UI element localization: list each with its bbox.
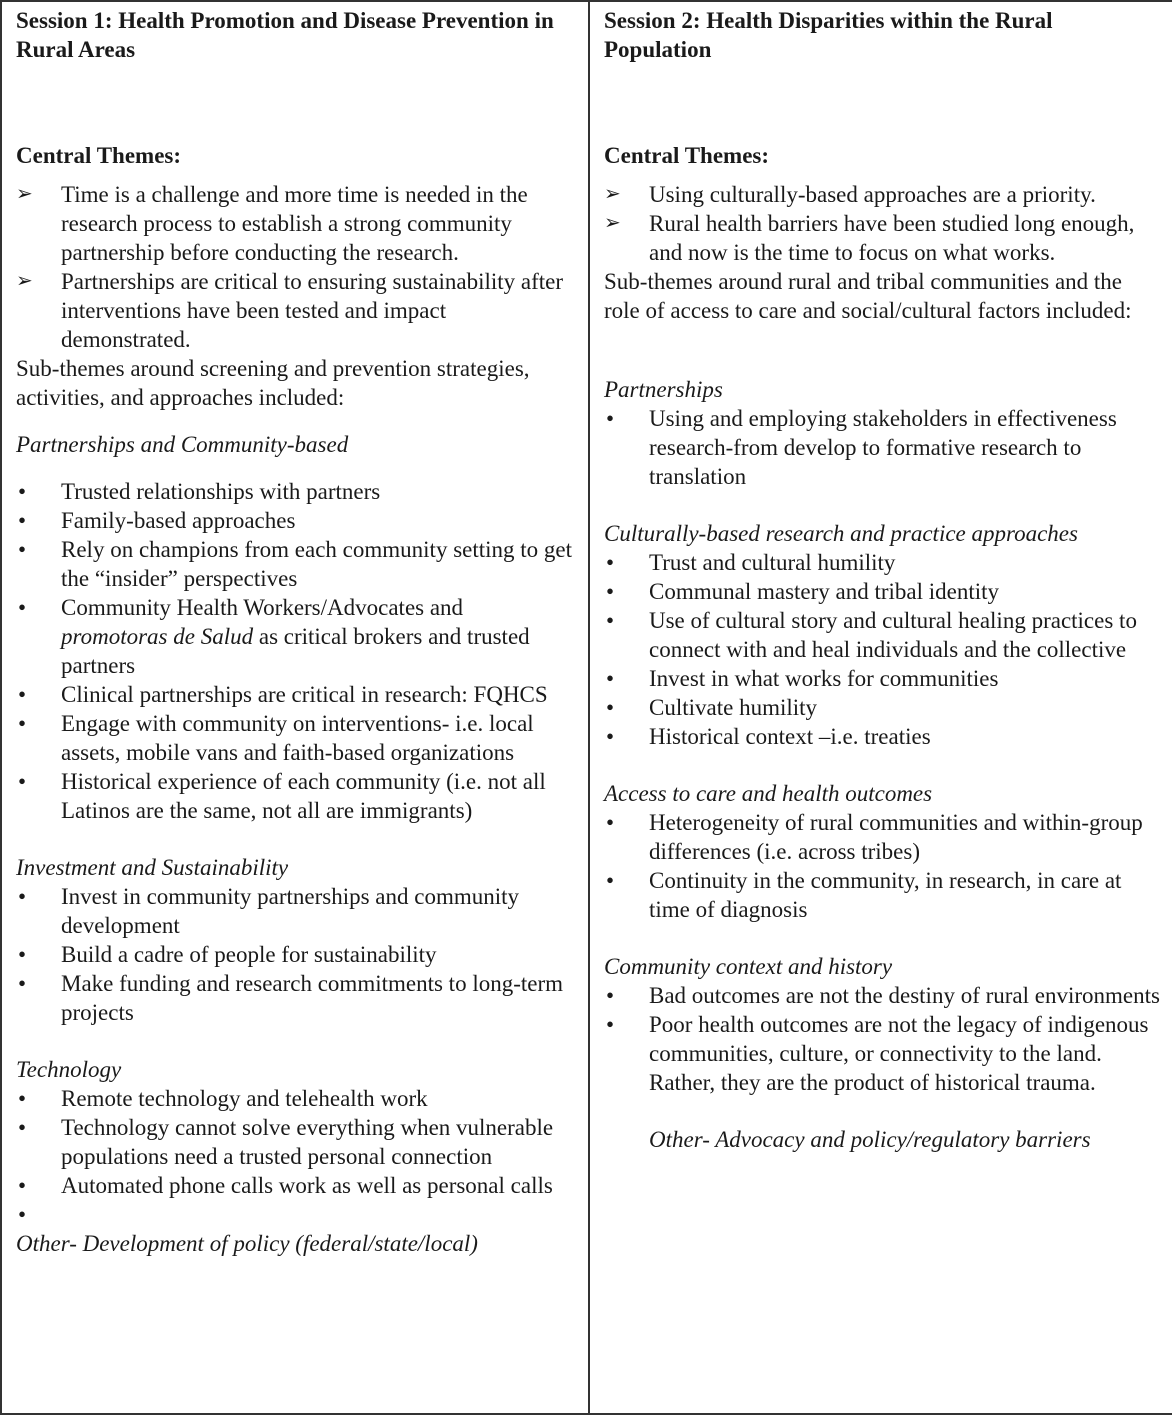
bullet-icon: • <box>18 942 27 967</box>
bullet-icon: • <box>606 608 615 633</box>
bullet-icon: • <box>18 537 27 562</box>
list-item: • Family-based approaches <box>18 508 296 533</box>
session-1-themes-heading: Central Themes: <box>16 143 182 168</box>
list-item: • Communal mastery and tribal identity <box>606 579 1000 604</box>
list-item <box>16 1200 574 1229</box>
bullet-icon: • <box>606 666 615 691</box>
arrow-bullet-icon: ➢ <box>604 212 621 234</box>
session-1-subthemes-intro: Sub-themes around screening and prevention strategies, activities, and approaches included: <box>16 356 530 410</box>
session-1-other: Other- Development of policy (federal/state/local) <box>16 1231 478 1256</box>
bullet-icon: • <box>606 406 615 431</box>
list-item: • Trusted relationships with partners <box>18 479 381 504</box>
session-2-access-heading: Access to care and health outcomes <box>604 781 933 806</box>
bullet-icon: • <box>606 579 615 604</box>
list-item: • Heterogeneity of rural communities and within-group differences (i.e. across tribes) <box>606 810 1143 864</box>
bullet-icon: • <box>18 711 27 736</box>
session-2-cell <box>589 1 1172 1414</box>
session-2-access-list <box>604 808 1162 924</box>
session-1-partnerships-list <box>16 477 574 825</box>
bullet-icon: • <box>606 1012 615 1037</box>
session-2-partnerships-list <box>604 404 1162 491</box>
session-2-title: Session 2: Health Disparities within the Rural Population <box>604 8 1053 62</box>
list-item: • Invest in what works for communities <box>606 666 999 691</box>
bullet-icon: • <box>18 682 27 707</box>
list-item: ➢ Using culturally-based approaches are a priority. <box>604 182 1096 207</box>
session-2-cultural-heading: Culturally-based research and practice approaches <box>604 521 1078 546</box>
list-item: • Rely on champions from each community setting to get the “insider” perspectives <box>18 537 573 591</box>
arrow-bullet-icon: ➢ <box>16 270 33 292</box>
list-item: • Continuity in the community, in research, in care at time of diagnosis <box>606 868 1122 922</box>
session-2-themes-list <box>604 180 1162 267</box>
session-1-partnerships-heading: Partnerships and Community-based <box>16 432 349 457</box>
session-2-subthemes-intro: Sub-themes around rural and tribal communities and the role of access to care and social/cultural factors included: <box>604 269 1132 323</box>
list-item: • Clinical partnerships are critical in research: FQHCS <box>18 682 548 707</box>
bullet-icon: • <box>18 1086 27 1111</box>
arrow-bullet-icon: ➢ <box>16 183 33 205</box>
list-item: • Remote technology and telehealth work <box>18 1086 428 1111</box>
list-item: • Historical context –i.e. treaties <box>606 724 931 749</box>
arrow-bullet-icon: ➢ <box>604 183 621 205</box>
session-2-themes-heading: Central Themes: <box>604 143 770 168</box>
bullet-icon: • <box>606 868 615 893</box>
list-item: • Make funding and research commitments to long-term projects <box>18 971 564 1025</box>
bullet-icon: • <box>606 695 615 720</box>
session-1-technology-list <box>16 1084 574 1229</box>
bullet-icon: • <box>606 550 615 575</box>
session-2-other: Other- Advocacy and policy/regulatory barriers <box>649 1127 1091 1152</box>
bullet-icon: • <box>18 508 27 533</box>
bullet-icon: • <box>18 769 27 794</box>
list-item: • Poor health outcomes are not the legacy of indigenous communities, culture, or connectivity to the land. Rather, they are the product of historical trauma. <box>606 1012 1149 1095</box>
list-item: • Historical experience of each community (i.e. not all Latinos are the same, not all are immigrants) <box>18 769 546 823</box>
list-item: • Technology cannot solve everything when vulnerable populations need a trusted personal connection <box>18 1115 554 1169</box>
session-2-context-heading: Community context and history <box>604 954 893 979</box>
bullet-icon: • <box>606 810 615 835</box>
list-item: ➢ Time is a challenge and more time is needed in the research process to establish a strong community partnership before conducting the research. <box>16 182 528 265</box>
bullet-icon: • <box>18 884 27 909</box>
list-item: • Use of cultural story and cultural healing practices to connect with and heal individuals and the collective <box>606 608 1137 662</box>
bullet-icon: • <box>606 983 615 1008</box>
bullet-icon: • <box>18 595 27 620</box>
list-item: • Engage with community on interventions- i.e. local assets, mobile vans and faith-based organizations <box>18 711 534 765</box>
session-1-themes-list <box>16 180 574 354</box>
session-1-investment-list <box>16 882 574 1027</box>
bullet-icon: • <box>18 479 27 504</box>
bullet-icon: • <box>18 1115 27 1140</box>
list-item: • Invest in community partnerships and community development <box>18 884 520 938</box>
list-item: • Cultivate humility <box>606 695 818 720</box>
session-1-title: Session 1: Health Promotion and Disease Prevention in Rural Areas <box>16 8 554 62</box>
bullet-icon: • <box>18 971 27 996</box>
bullet-icon: • <box>18 1202 27 1227</box>
list-item: • Bad outcomes are not the destiny of rural environments <box>606 983 1160 1008</box>
list-item: • Using and employing stakeholders in effectiveness research-from develop to formative research to translation <box>606 406 1117 489</box>
session-2-cultural-list <box>604 548 1162 751</box>
session-1-technology-heading: Technology <box>16 1057 122 1082</box>
session-1-investment-heading: Investment and Sustainability <box>16 855 289 880</box>
bullet-icon: • <box>606 724 615 749</box>
list-item: ➢ Rural health barriers have been studied long enough, and now is the time to focus on what works. <box>604 211 1135 265</box>
list-item: • Automated phone calls work as well as personal calls <box>18 1173 553 1198</box>
list-item: • Build a cadre of people for sustainability <box>18 942 437 967</box>
session-1-cell <box>1 1 589 1414</box>
bullet-icon: • <box>18 1173 27 1198</box>
session-2-context-list <box>604 981 1162 1097</box>
list-item: • Trust and cultural humility <box>606 550 896 575</box>
list-item: • Community Health Workers/Advocates and promotoras de Salud as critical brokers and trusted partners <box>18 595 530 678</box>
list-item: ➢ Partnerships are critical to ensuring sustainability after interventions have been tested and impact demonstrated. <box>16 269 564 352</box>
session-2-partnerships-heading: Partnerships <box>604 377 723 402</box>
